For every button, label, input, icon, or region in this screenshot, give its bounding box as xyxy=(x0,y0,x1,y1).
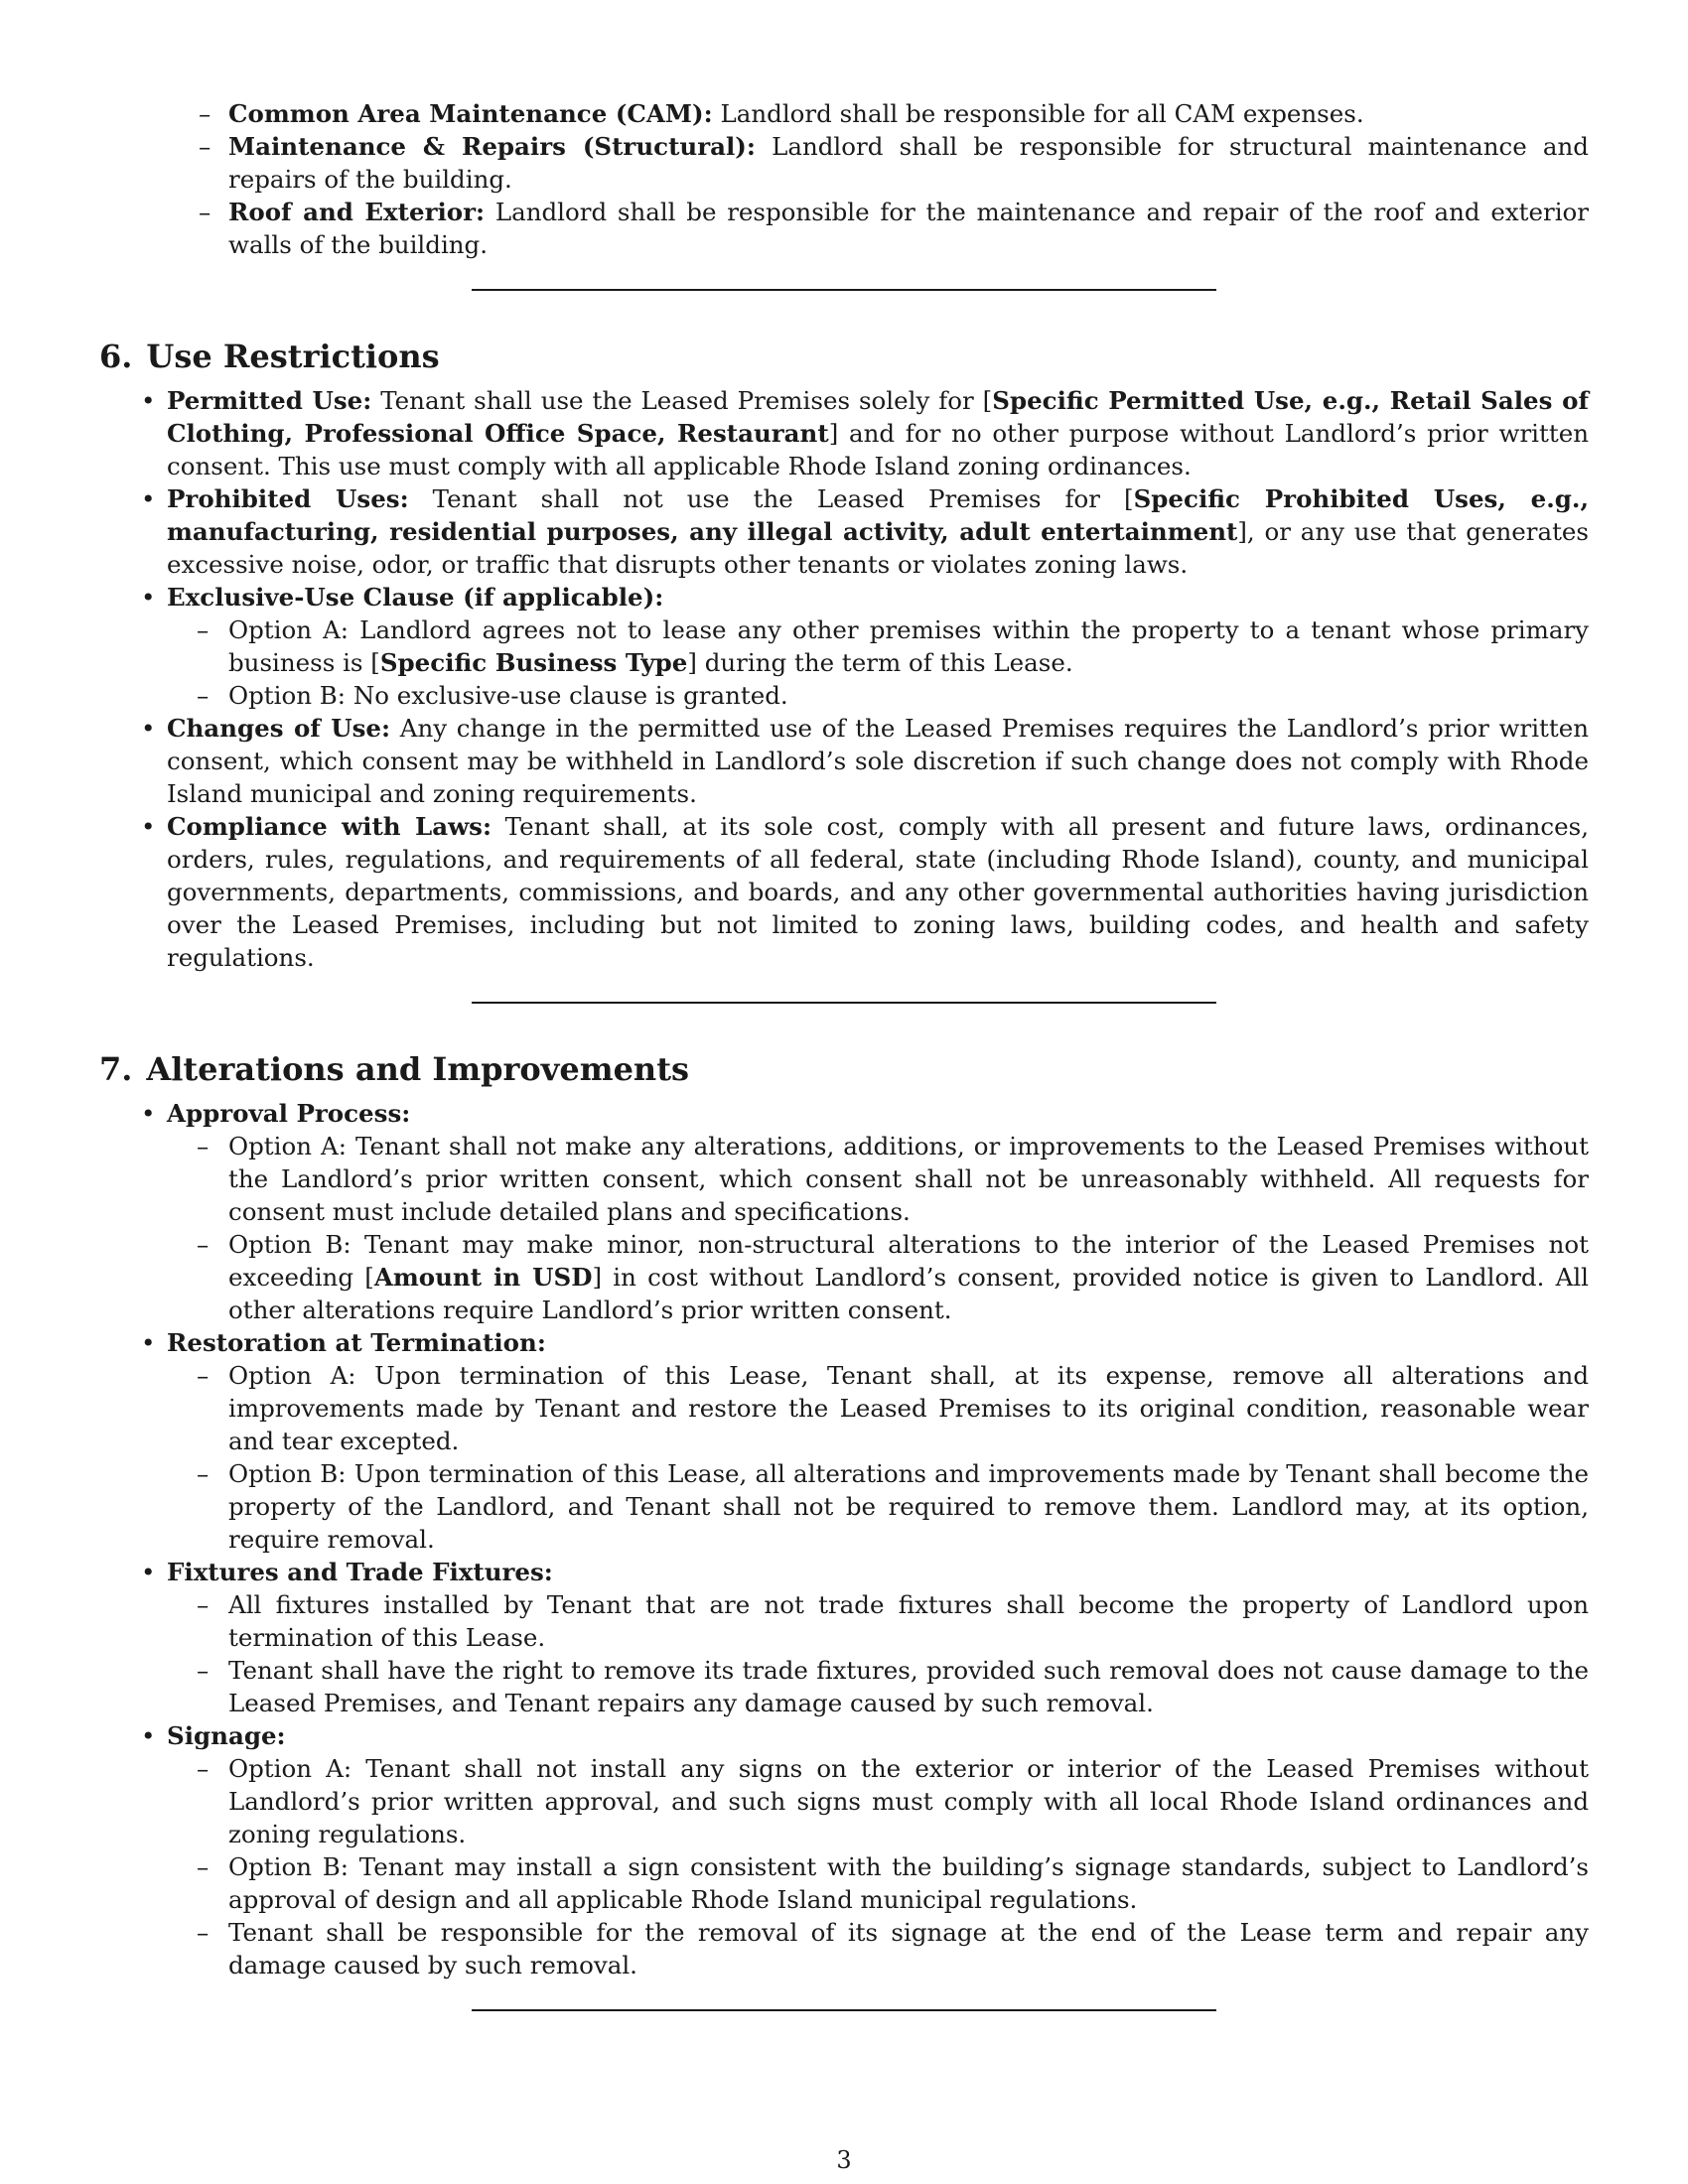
placeholder-text: Specific Permitted Use, e.g., Retail Sales of Clothing, Professional Office Space, Restaurant xyxy=(167,386,1589,448)
page-content xyxy=(99,97,1589,2011)
section7-heading xyxy=(99,1049,1589,1089)
item-text: Tenant shall have the right to remove its trade fixtures, provided such removal does not cause damage to the Leased Premises, and Tenant repairs any damage caused by such removal. xyxy=(228,1656,1589,1717)
list-item xyxy=(167,1130,1589,1228)
dash-marker: – xyxy=(197,1754,210,1783)
dash-marker: – xyxy=(197,1852,210,1881)
item-text: ], or any use that generates excessive noise, odor, or traffic that disrupts other tenants or violates zoning laws. xyxy=(167,517,1589,579)
list-item xyxy=(167,614,1589,679)
item-label: Restoration at Termination: xyxy=(167,1328,546,1357)
item-label: Compliance with Laws: xyxy=(167,812,492,841)
item-text: ] in cost without Landlord’s consent, provided notice is given to Landlord. All other alterations require Landlord’s prior written consent. xyxy=(228,1263,1589,1324)
section-divider xyxy=(472,2009,1216,2011)
section-number: 7. xyxy=(99,1050,133,1088)
section-divider xyxy=(472,289,1216,291)
list-item-signage xyxy=(99,1719,1589,1981)
section5-landlord-responsibilities xyxy=(99,97,1589,261)
item-text: All fixtures installed by Tenant that are not trade fixtures shall become the property of Landlord upon termination of this Lease. xyxy=(228,1590,1589,1652)
item-label: Changes of Use: xyxy=(167,714,391,743)
item-text: Option B: Tenant may make minor, non-structural alterations to the interior of the Leased Premises not exceeding [ xyxy=(228,1230,1589,1292)
list-item xyxy=(167,1916,1589,1981)
list-item xyxy=(167,679,1589,712)
bullet-marker: • xyxy=(141,1721,156,1750)
item-label: Roof and Exterior: xyxy=(228,198,486,226)
sub-list xyxy=(167,1359,1589,1556)
dash-marker: – xyxy=(199,198,211,226)
bullet-marker: • xyxy=(141,1558,156,1586)
item-label: Fixtures and Trade Fixtures: xyxy=(167,1558,553,1586)
list-item xyxy=(167,1457,1589,1556)
dash-marker: – xyxy=(197,1590,210,1619)
list-item-restoration xyxy=(99,1326,1589,1556)
list-item xyxy=(167,1850,1589,1916)
item-text: Option A: Upon termination of this Lease, Tenant shall, at its expense, remove all alterations and improvements made by Tenant and restore the Leased Premises to its original condition, reasonable wear and tear excepted. xyxy=(228,1361,1589,1455)
dash-marker: – xyxy=(197,615,210,644)
item-label: Exclusive-Use Clause (if applicable): xyxy=(167,583,664,612)
list-item-approval-process xyxy=(99,1097,1589,1326)
item-text: Option A: Tenant shall not install any signs on the exterior or interior of the Leased Premises without Landlord’s prior written approval, and such signs must comply with all local Rhode Island ordinances and zoning regulations. xyxy=(228,1754,1589,1848)
dash-marker: – xyxy=(199,99,211,128)
page-number: 3 xyxy=(836,2146,852,2174)
item-text: Any change in the permitted use of the Leased Premises requires the Landlord’s prior written consent, which consent may be withheld in Landlord’s sole discretion if such change does not comply with Rhode Island municipal and zoning requirements. xyxy=(167,714,1589,808)
dash-marker: – xyxy=(197,1230,210,1259)
list-item-fixtures xyxy=(99,1556,1589,1719)
list-item xyxy=(167,1588,1589,1654)
item-text: Option B: No exclusive-use clause is granted. xyxy=(228,681,788,710)
bullet-marker: • xyxy=(141,484,156,513)
placeholder-text: Amount in USD xyxy=(373,1263,593,1292)
dash-marker: – xyxy=(197,1918,210,1947)
list-item-permitted-use xyxy=(99,384,1589,482)
list-item xyxy=(99,196,1589,261)
section7-list xyxy=(99,1097,1589,1981)
section6-heading xyxy=(99,337,1589,376)
item-label: Permitted Use: xyxy=(167,386,372,415)
item-label: Approval Process: xyxy=(167,1099,411,1128)
list-item-compliance xyxy=(99,810,1589,974)
dash-marker: – xyxy=(197,1459,210,1488)
sub-list xyxy=(167,1588,1589,1719)
section-title: Use Restrictions xyxy=(146,338,440,375)
bullet-marker: • xyxy=(141,1099,156,1128)
item-text: Option A: Landlord agrees not to lease any other premises within the property to a tenant whose primary business is [ xyxy=(228,615,1589,677)
item-text: ] during the term of this Lease. xyxy=(687,648,1073,677)
dash-marker: – xyxy=(197,681,210,710)
list-item-exclusive-use xyxy=(99,581,1589,712)
item-text: Landlord shall be responsible for structural maintenance and repairs of the building. xyxy=(228,132,1589,194)
item-text: Tenant shall be responsible for the removal of its signage at the end of the Lease term and repair any damage caused by such removal. xyxy=(228,1918,1589,1979)
list-item xyxy=(99,97,1589,130)
item-label: Maintenance & Repairs (Structural): xyxy=(228,132,756,161)
placeholder-text: Specific Prohibited Uses, e.g., manufacturing, residential purposes, any illegal activity, adult entertainment xyxy=(167,484,1589,546)
dash-marker: – xyxy=(197,1361,210,1390)
item-text: Option A: Tenant shall not make any alterations, additions, or improvements to the Leased Premises without the Landlord’s prior written consent, which consent shall not be unreasonably withheld. All requests for consent must include detailed plans and specifications. xyxy=(228,1132,1589,1226)
placeholder-text: Specific Business Type xyxy=(379,648,688,677)
item-label: Prohibited Uses: xyxy=(167,484,409,513)
list-item xyxy=(99,130,1589,196)
item-text: Tenant shall use the Leased Premises solely for [ xyxy=(371,386,993,415)
item-text: Landlord shall be responsible for the maintenance and repair of the roof and exterior walls of the building. xyxy=(228,198,1590,259)
item-text: Option B: Upon termination of this Lease, all alterations and improvements made by Tenant shall become the property of the Landlord, and Tenant shall not be required to remove them. Landlord may, at its option, require removal. xyxy=(228,1459,1589,1554)
dash-marker: – xyxy=(197,1656,210,1685)
item-label: Common Area Maintenance (CAM): xyxy=(228,99,713,128)
bullet-marker: • xyxy=(141,1328,156,1357)
item-text: Option B: Tenant may install a sign consistent with the building’s signage standards, subject to Landlord’s approval of design and all applicable Rhode Island municipal regulations. xyxy=(228,1852,1589,1914)
list-item-changes-of-use xyxy=(99,712,1589,810)
sub-list xyxy=(167,614,1589,712)
bullet-marker: • xyxy=(141,583,156,612)
item-text: Tenant shall, at its sole cost, comply with all present and future laws, ordinances, orders, rules, regulations, and requirements of all federal, state (including Rhode Island), county, and municipal governments, departments, commissions, and boards, and any other governmental authorities having jurisdiction over the Leased Premises, including but not limited to zoning laws, building codes, and health and safety regulations. xyxy=(167,812,1589,972)
sub-list xyxy=(167,1130,1589,1326)
section6-list xyxy=(99,384,1589,974)
item-label: Signage: xyxy=(167,1721,286,1750)
dash-marker: – xyxy=(197,1132,210,1160)
list-item xyxy=(167,1752,1589,1850)
bullet-marker: • xyxy=(141,386,156,415)
item-text: Landlord shall be responsible for all CAM expenses. xyxy=(712,99,1364,128)
list-item xyxy=(167,1654,1589,1719)
list-item xyxy=(167,1228,1589,1326)
list-item xyxy=(167,1359,1589,1457)
section-title: Alterations and Improvements xyxy=(146,1050,689,1088)
item-text: ] and for no other purpose without Landlord’s prior written consent. This use must comply with all applicable Rhode Island zoning ordinances. xyxy=(167,419,1589,480)
list-item-prohibited-uses xyxy=(99,482,1589,581)
sub-list xyxy=(167,1752,1589,1981)
section-divider xyxy=(472,1002,1216,1004)
bullet-marker: • xyxy=(141,714,156,743)
bullet-marker: • xyxy=(141,812,156,841)
section-number: 6. xyxy=(99,338,133,375)
dash-marker: – xyxy=(199,132,211,161)
item-text: Tenant shall not use the Leased Premises for [ xyxy=(408,484,1134,513)
